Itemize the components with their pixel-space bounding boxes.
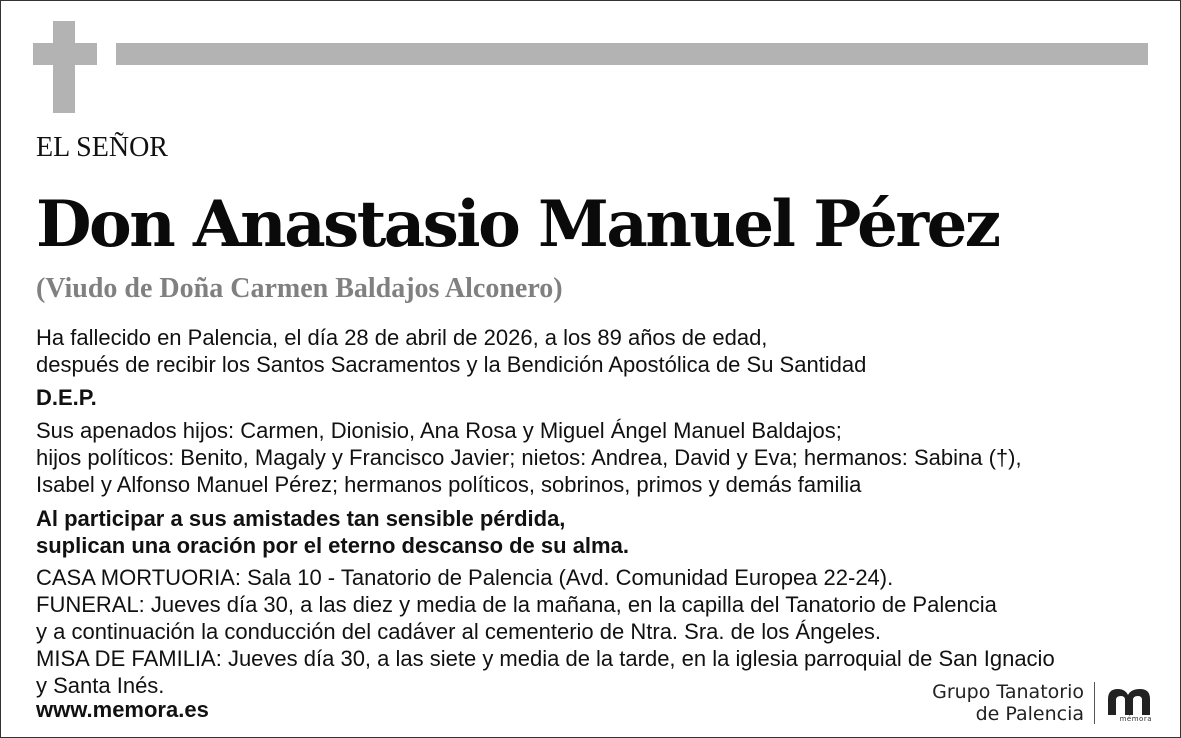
family-paragraph — [36, 417, 1022, 498]
logo-text — [932, 681, 1084, 725]
widow-of-line: (Viudo de Doña Carmen Baldajos Alconero) — [36, 273, 563, 304]
arrangements-line: MISA DE FAMILIA: Jueves día 30, a las siete y media de la tarde, en la iglesia parroquial de San Ignacio — [36, 646, 1055, 671]
funeral-home-logo — [926, 681, 1166, 727]
arrangements-line: FUNERAL: Jueves día 30, a las diez y media de la mañana, en la capilla del Tanatorio de Palencia — [36, 592, 997, 617]
family-line: Isabel y Alfonso Manuel Pérez; hermanos políticos, sobrinos, primos y demás familia — [36, 472, 862, 497]
header-rule — [116, 43, 1148, 65]
cross-icon-horizontal — [33, 43, 97, 65]
dep-label: D.E.P. — [36, 385, 97, 410]
request-line: suplican una oración por el eterno descanso de su alma. — [36, 533, 629, 558]
logo-brand: mémora — [1119, 715, 1152, 723]
website-link[interactable]: www.memora.es — [36, 697, 209, 722]
family-line: Sus apenados hijos: Carmen, Dionisio, Ana Rosa y Miguel Ángel Manuel Baldajos; — [36, 418, 842, 443]
deceased-name: Don Anastasio Manuel Pérez — [36, 187, 999, 262]
arrangements-line: y Santa Inés. — [36, 673, 165, 698]
logo-divider — [1094, 682, 1095, 724]
arrangements-paragraph — [36, 564, 1055, 699]
logo-line-1: Grupo Tanatorio — [932, 681, 1084, 703]
death-notice-line: después de recibir los Santos Sacramentos y la Bendición Apostólica de Su Santidad — [36, 352, 867, 377]
death-notice-paragraph — [36, 324, 866, 378]
request-line: Al participar a sus amistades tan sensible pérdida, — [36, 506, 566, 531]
salutation: EL SEÑOR — [36, 132, 168, 163]
cross-icon-vertical — [53, 21, 75, 113]
logo-line-2: de Palencia — [975, 703, 1084, 725]
arrangements-line: y a continuación la conducción del cadáver al cementerio de Ntra. Sra. de los Ángeles. — [36, 619, 882, 644]
death-notice-line: Ha fallecido en Palencia, el día 28 de abril de 2026, a los 89 años de edad, — [36, 325, 768, 350]
family-line: hijos políticos: Benito, Magaly y Francisco Javier; nietos: Andrea, David y Eva; hermanos: Sabina (†), — [36, 445, 1022, 470]
request-paragraph — [36, 505, 629, 559]
arrangements-line: CASA MORTUORIA: Sala 10 - Tanatorio de Palencia (Avd. Comunidad Europea 22-24). — [36, 565, 894, 590]
